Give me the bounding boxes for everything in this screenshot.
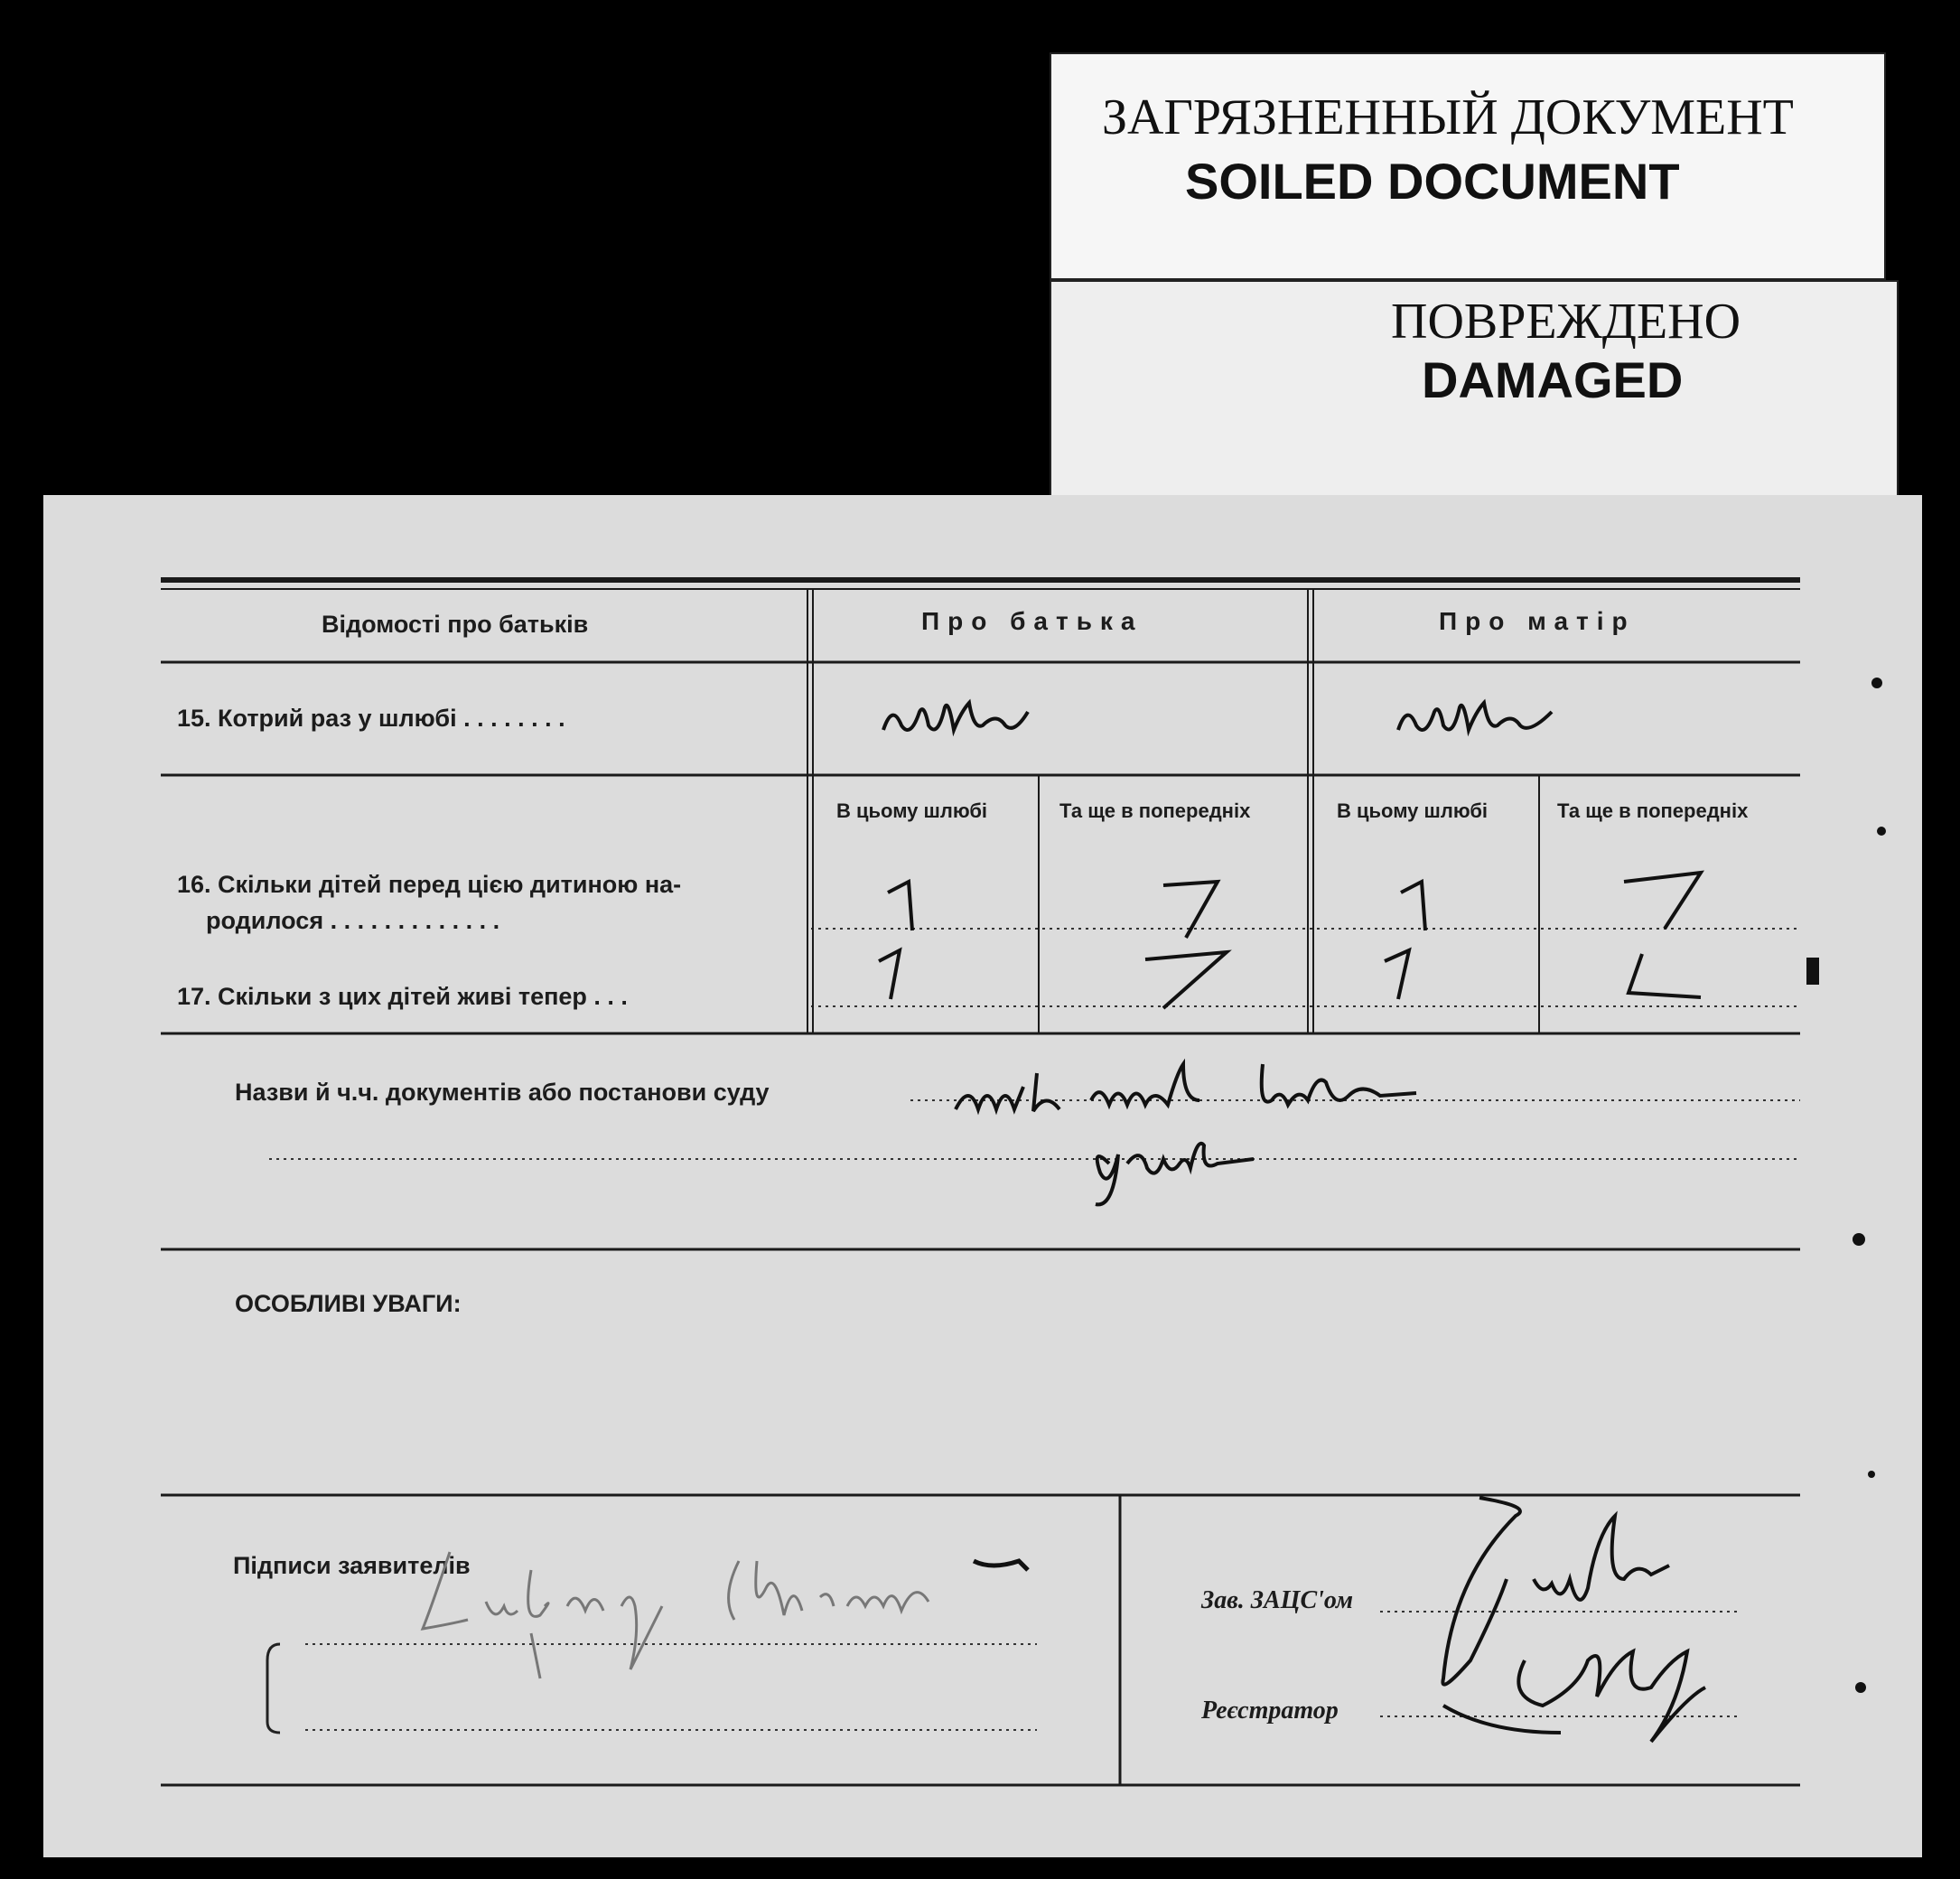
q15-label: 15. Котрий раз у шлюбі . . . . . . . .: [177, 705, 565, 732]
q16-label-line2: родилося . . . . . . . . . . . . .: [206, 907, 500, 934]
documents-label: Назви й ч.ч. документів або постанови суду: [235, 1079, 770, 1106]
soiled-tag-english: SOILED DOCUMENT: [1185, 153, 1680, 210]
q15-father-handwriting: [874, 676, 1073, 757]
registration-form-sheet: [43, 495, 1922, 1857]
applicant-signature: [396, 1534, 1046, 1687]
q15-mother-handwriting: [1389, 676, 1597, 757]
remarks-label: ОСОБЛИВІ УВАГИ:: [235, 1290, 462, 1317]
q16-father-prev-value: [1145, 874, 1236, 947]
q17-father-prev-value: [1127, 943, 1245, 1015]
q16-mother-this-value: [1387, 874, 1460, 938]
mother-previous-header: Та ще в попередніх: [1557, 799, 1749, 822]
parents-info-header: Відомості про батьків: [322, 611, 589, 638]
q17-label: 17. Скільки з цих дітей живі тепер . . .: [177, 983, 628, 1010]
damaged-tag-russian: ПОВРЕЖДЕНО: [1391, 294, 1741, 350]
father-column-header: Про батька: [921, 607, 1143, 635]
mother-this-marriage-header: В цьому шлюбі: [1337, 799, 1489, 822]
q16-mother-prev-value: [1615, 865, 1714, 938]
father-previous-header: Та ще в попередніх: [1059, 799, 1251, 822]
mother-column-header: Про матір: [1439, 607, 1636, 635]
q17-mother-prev-value: [1615, 943, 1723, 1015]
head-of-registry-label: Зав. ЗАЦС'ом: [1201, 1586, 1354, 1614]
q17-mother-this-value: [1371, 943, 1443, 1006]
father-this-marriage-header: В цьому шлюбі: [836, 799, 988, 822]
q16-father-this-value: [874, 874, 947, 938]
damaged-document-tag: [1050, 280, 1899, 502]
soiled-document-tag: [1050, 52, 1886, 280]
official-signatures: [1380, 1480, 1759, 1751]
applicants-signatures-label: Підписи заявителів: [233, 1552, 471, 1579]
q17-father-this-value: [865, 943, 938, 1006]
soiled-tag-russian: ЗАГРЯЗНЕННЫЙ ДОКУМЕНТ: [1102, 89, 1794, 145]
q16-label-line1: 16. Скільки дітей перед цією дитиною на-: [177, 871, 682, 898]
damaged-tag-english: DAMAGED: [1422, 351, 1684, 408]
documents-handwriting: [947, 1046, 1597, 1209]
registrar-label: Реєстратор: [1201, 1697, 1339, 1725]
